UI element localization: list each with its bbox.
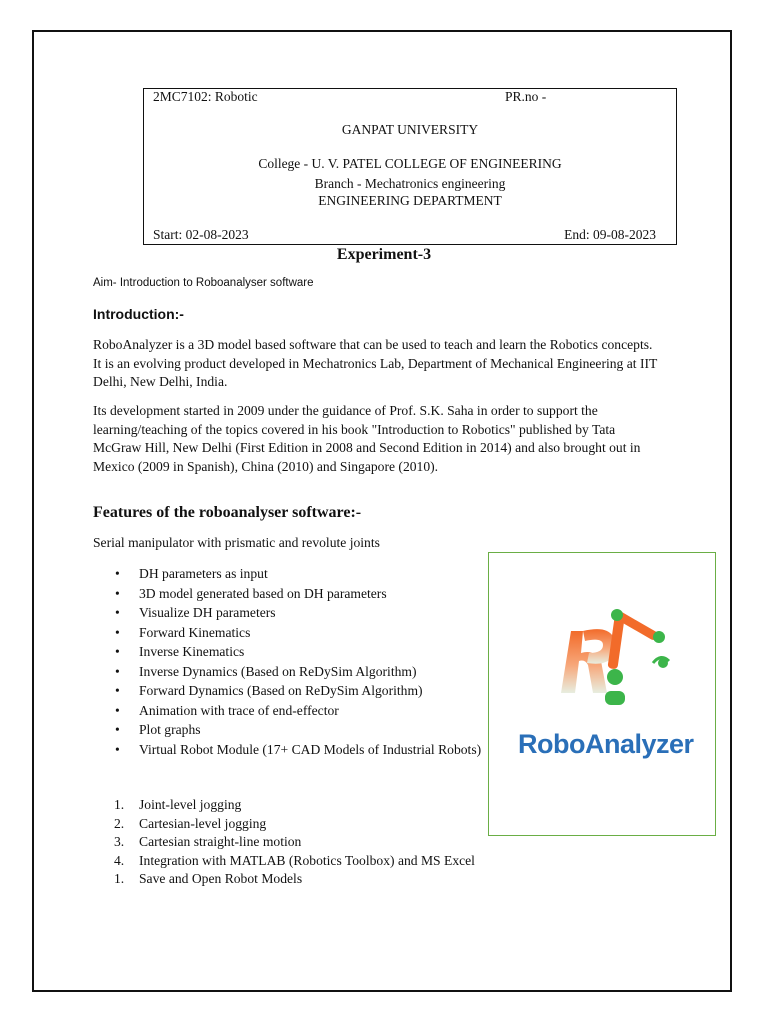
department-name: ENGINEERING DEPARTMENT: [318, 193, 502, 208]
list-number: 3.: [114, 834, 125, 849]
list-item: • 3D model generated based on DH parameters: [93, 584, 483, 604]
list-number: 4.: [114, 852, 125, 868]
list-text: Joint-level jogging: [139, 797, 242, 812]
aim-text: Aim- Introduction to Roboanalyser software: [93, 277, 314, 289]
university-name: GANPAT UNIVERSITY: [341, 122, 479, 137]
introduction-heading: Introduction:-: [93, 306, 184, 322]
list-item: • DH parameters as input: [93, 564, 483, 584]
list-number: 1.: [114, 871, 125, 886]
serial-manipulator-text: Serial manipulator with prismatic and revolute joints: [93, 535, 380, 550]
list-item: • Animation with trace of end-effector: [93, 701, 483, 721]
features-heading: Features of the roboanalyser software:-: [93, 504, 362, 521]
branch-name: Branch - Mechatronics engineering: [314, 176, 506, 191]
intro-paragraph-1: RoboAnalyzer is a 3D model based software that can be used to teach and learn the Robotics concepts. It is an evolving product developed in Mechatronics Lab, Department of Mechanical Engineering at IIT Delhi, New Delhi, India.: [93, 337, 658, 390]
list-number: 1.: [114, 797, 125, 812]
intro-paragraph-2: Its development started in 2009 under the guidance of Prof. S.K. Saha in order to support the learning/teaching of the topics covered in his book "Introduction to Robotics" published by Tata McGraw Hill, New Delhi (First Edition in 2008 and Second Edition in 2014) and also brought out in Mexico (2009 in Spanish), China (2010) and Singapore (2010).: [93, 403, 641, 474]
start-date: Start: 02-08-2023: [153, 227, 249, 242]
list-text: Cartesian-level jogging: [139, 815, 267, 831]
list-item: [93, 815, 475, 834]
header-box: [143, 88, 677, 245]
list-item: • Visualize DH parameters: [93, 603, 483, 623]
end-date: End: 09-08-2023: [564, 227, 656, 242]
list-item: [93, 796, 475, 815]
list-text: Save and Open Robot Models: [139, 871, 303, 886]
list-item: [93, 852, 475, 871]
list-item: • Forward Dynamics (Based on ReDySim Algorithm): [93, 681, 483, 701]
list-text: Integration with MATLAB (Robotics Toolbox) and MS Excel: [139, 852, 475, 868]
list-item: • Inverse Kinematics: [93, 642, 483, 662]
robot-arm-logo-icon: [489, 553, 714, 723]
list-number: 2.: [114, 815, 125, 831]
pr-number: PR.no -: [505, 89, 547, 104]
list-item: • Forward Kinematics: [93, 623, 483, 643]
logo-wordmark: RoboAnalyzer: [518, 729, 694, 759]
list-item: • Plot graphs: [93, 720, 483, 740]
list-item: • Inverse Dynamics (Based on ReDySim Algorithm): [93, 662, 483, 682]
list-item: • Virtual Robot Module (17+ CAD Models of Industrial Robots): [93, 740, 483, 760]
college-name: College - U. V. PATEL COLLEGE OF ENGINEERING: [258, 156, 562, 171]
list-item: [93, 833, 475, 852]
features-numbered-list: [93, 796, 475, 889]
course-code: 2MC7102: Robotic: [153, 89, 258, 104]
features-bullet-list: [93, 564, 483, 759]
list-text: Cartesian straight-line motion: [139, 834, 302, 849]
experiment-title: Experiment-3: [336, 246, 432, 263]
list-item: [93, 870, 475, 889]
roboanalyzer-logo: [488, 552, 716, 836]
